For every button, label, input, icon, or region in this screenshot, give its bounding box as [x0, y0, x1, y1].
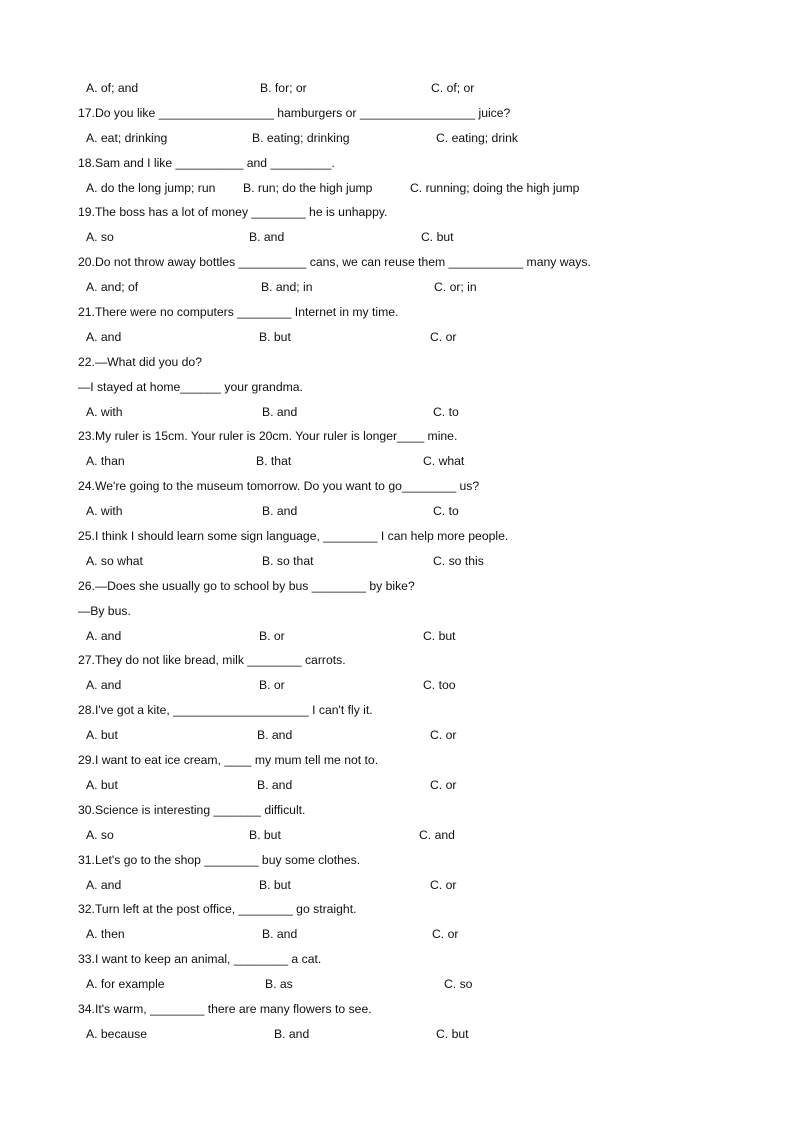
options-row-26: [0, 624, 794, 649]
option-c[interactable]: C. or: [430, 329, 457, 344]
option-a[interactable]: A. for example: [86, 977, 165, 992]
option-a[interactable]: A. then: [86, 927, 125, 942]
question-25: 25.I think I should learn some sign language, ________ I can help more people.: [78, 529, 509, 544]
option-c[interactable]: C. to: [433, 404, 459, 419]
option-b[interactable]: B. and; in: [261, 280, 313, 295]
options-row-18: [0, 176, 794, 201]
option-b[interactable]: B. and: [249, 230, 285, 245]
options-row-24: [0, 499, 794, 524]
option-c[interactable]: C. or: [430, 777, 457, 792]
question-29: 29.I want to eat ice cream, ____ my mum tell me not to.: [78, 753, 379, 768]
option-b[interactable]: B. so that: [262, 553, 314, 568]
option-a[interactable]: A. eat; drinking: [86, 130, 168, 145]
option-c[interactable]: C. but: [423, 628, 456, 643]
options-row-34: [0, 1022, 794, 1047]
option-b[interactable]: B. that: [256, 454, 292, 469]
option-b[interactable]: B. run; do the high jump: [243, 180, 373, 195]
option-a[interactable]: A. do the long jump; run: [86, 180, 216, 195]
option-b[interactable]: B. eating; drinking: [252, 130, 350, 145]
option-c[interactable]: C. or: [430, 877, 457, 892]
options-row-17: [0, 126, 794, 151]
question-23: 23.My ruler is 15cm. Your ruler is 20cm. Your ruler is longer____ mine.: [78, 429, 458, 444]
option-b[interactable]: B. as: [265, 977, 293, 992]
question-24: 24.We're going to the museum tomorrow. Do you want to go________ us?: [78, 479, 480, 494]
option-a[interactable]: A. and: [86, 678, 122, 693]
option-c[interactable]: C. eating; drink: [436, 130, 518, 145]
options-row-27: [0, 673, 794, 698]
question-31: 31.Let's go to the shop ________ buy some clothes.: [78, 852, 361, 867]
option-b[interactable]: B. or: [259, 678, 285, 693]
option-c[interactable]: C. so: [444, 977, 473, 992]
option-a[interactable]: A. because: [86, 1026, 147, 1041]
question-34: 34.It's warm, ________ there are many flowers to see.: [78, 1001, 372, 1016]
question-30: 30.Science is interesting _______ difficult.: [78, 802, 306, 817]
option-b[interactable]: B. but: [259, 877, 291, 892]
option-a[interactable]: A. so what: [86, 553, 143, 568]
question-22-reply: —I stayed at home______ your grandma.: [78, 379, 303, 394]
option-c[interactable]: C. or; in: [434, 280, 477, 295]
question-33: 33.I want to keep an animal, ________ a cat.: [78, 952, 322, 967]
option-b[interactable]: B. and: [257, 728, 293, 743]
option-b[interactable]: B. and: [257, 777, 293, 792]
option-c[interactable]: C. but: [421, 230, 454, 245]
option-b[interactable]: B. but: [259, 329, 291, 344]
options-row-29: [0, 773, 794, 798]
option-c[interactable]: C. what: [423, 454, 465, 469]
options-row-21: [0, 325, 794, 350]
option-a[interactable]: A. with: [86, 404, 123, 419]
option-b[interactable]: B. and: [262, 404, 298, 419]
option-c[interactable]: C. too: [423, 678, 456, 693]
options-row-30: [0, 823, 794, 848]
option-a[interactable]: A. so: [86, 827, 114, 842]
question-17: 17.Do you like _________________ hamburgers or _________________ juice?: [78, 105, 511, 120]
question-26-reply: —By bus.: [78, 603, 131, 618]
option-b[interactable]: B. or: [259, 628, 285, 643]
option-c[interactable]: C. but: [436, 1026, 469, 1041]
option-c[interactable]: C. and: [419, 827, 455, 842]
option-a[interactable]: A. and; of: [86, 280, 139, 295]
option-a[interactable]: A. but: [86, 777, 118, 792]
option-a[interactable]: A. with: [86, 504, 123, 519]
question-28: 28.I've got a kite, ____________________ I can't fly it.: [78, 703, 373, 718]
option-a[interactable]: A. of; and: [86, 81, 139, 95]
options-row-23: [0, 449, 794, 474]
options-row-22: [0, 400, 794, 425]
option-c[interactable]: C. or: [430, 728, 457, 743]
option-b[interactable]: B. for; or: [260, 81, 307, 95]
option-a[interactable]: A. and: [86, 329, 122, 344]
question-26: 26.—Does she usually go to school by bus ________ by bike?: [78, 578, 415, 593]
option-c[interactable]: C. or: [432, 927, 459, 942]
option-c[interactable]: C. running; doing the high jump: [410, 180, 580, 195]
options-row-25: [0, 549, 794, 574]
option-c[interactable]: C. so this: [433, 553, 484, 568]
question-20: 20.Do not throw away bottles __________ cans, we can reuse them ___________ many ways.: [78, 255, 591, 270]
option-c[interactable]: C. to: [433, 504, 459, 519]
option-a[interactable]: A. than: [86, 454, 125, 469]
option-b[interactable]: B. and: [262, 927, 298, 942]
question-22: 22.—What did you do?: [78, 354, 202, 369]
options-row-32: [0, 922, 794, 947]
option-b[interactable]: B. and: [262, 504, 298, 519]
options-row-31: [0, 873, 794, 898]
options-row-19: [0, 225, 794, 250]
option-c[interactable]: C. of; or: [431, 81, 475, 95]
question-32: 32.Turn left at the post office, ________ go straight.: [78, 902, 357, 917]
options-row-20: [0, 275, 794, 300]
option-b[interactable]: B. but: [249, 827, 281, 842]
question-19: 19.The boss has a lot of money ________ he is unhappy.: [78, 205, 388, 220]
options-row-16: [0, 76, 794, 101]
question-18: 18.Sam and I like __________ and _________.: [78, 155, 335, 170]
option-a[interactable]: A. so: [86, 230, 114, 245]
question-27: 27.They do not like bread, milk ________ carrots.: [78, 653, 346, 668]
option-a[interactable]: A. and: [86, 628, 122, 643]
options-row-33: [0, 972, 794, 997]
question-21: 21.There were no computers ________ Internet in my time.: [78, 305, 399, 320]
option-b[interactable]: B. and: [274, 1026, 310, 1041]
options-row-28: [0, 723, 794, 748]
option-a[interactable]: A. but: [86, 728, 118, 743]
option-a[interactable]: A. and: [86, 877, 122, 892]
worksheet: [0, 76, 794, 1047]
